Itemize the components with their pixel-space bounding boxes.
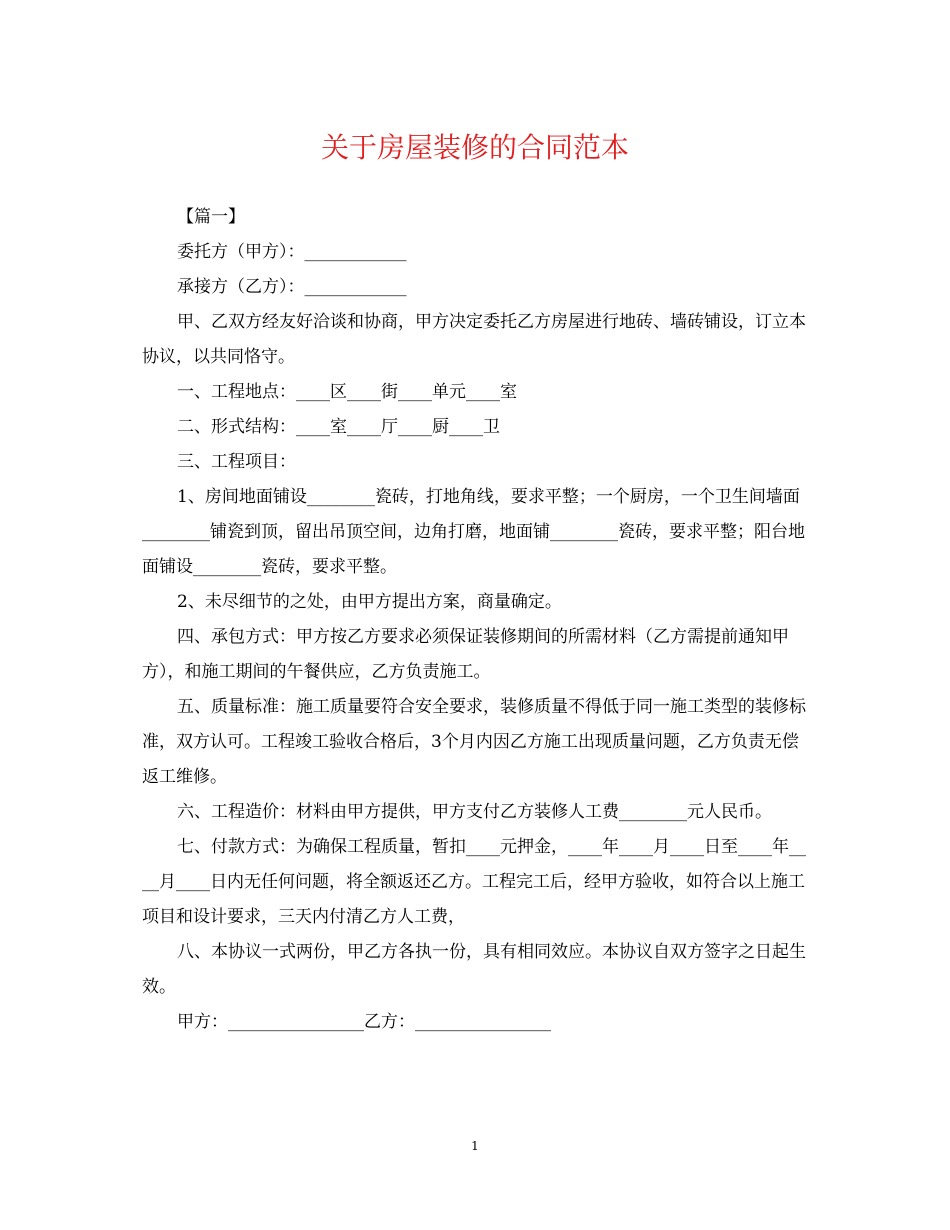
signature-line: 甲方：________________乙方：________________ — [177, 1012, 551, 1032]
clause-structure: 二、形式结构：____室____厅____厨____卫 — [177, 417, 500, 437]
document-body — [142, 200, 807, 1040]
clause-location: 一、工程地点：____区____街____单元____室 — [177, 382, 517, 402]
clause-items-heading: 三、工程项目： — [177, 452, 296, 472]
clause-quality: 五、质量标准：施工质量要符合安全要求，装修质量不得低于同一施工类型的装修标准，双方认可。工程竣工验收合格后，3个月内因乙方施工出现质量问题，乙方负责无偿返工维修。 — [142, 697, 806, 787]
clause-cost: 六、工程造价：材料由甲方提供，甲方支付乙方装修人工费________元人民币。 — [177, 802, 772, 822]
clause-validity: 八、本协议一式两份，甲乙方各执一份，具有相同效应。本协议自双方签字之日起生效。 — [142, 942, 806, 997]
clause-item-1: 1、房间地面铺设________瓷砖，打地角线，要求平整；一个厨房，一个卫生间墙面________铺瓷到顶，留出吊顶空间，边角打磨，地面铺________瓷砖，要求平整；阳台地面铺设________瓷砖，要求平整。 — [142, 487, 805, 577]
section-heading: 【篇一】 — [177, 207, 245, 227]
page-number: 1 — [471, 1139, 479, 1153]
clause-contract-method: 四、承包方式：甲方按乙方要求必须保证装修期间的所需材料（乙方需提前通知甲方），和施工期间的午餐供应，乙方负责施工。 — [142, 627, 789, 682]
party-b-line: 承接方（乙方）：____________ — [177, 277, 407, 297]
clause-item-2: 2、未尽细节的之处，由甲方提出方案，商量确定。 — [177, 592, 562, 612]
document-title: 关于房屋装修的合同范本 — [320, 131, 629, 164]
clause-payment: 七、付款方式：为确保工程质量，暂扣____元押金，____年____月____日至____年____月____日内无任何问题，将全额返还乙方。工程完工后，经甲方验收，如符合以上施工项目和设计要求，三天内付清乙方人工费， — [142, 837, 806, 927]
party-a-line: 委托方（甲方）：____________ — [177, 242, 407, 262]
intro-paragraph: 甲、乙双方经友好洽谈和协商，甲方决定委托乙方房屋进行地砖、墙砖铺设，订立本协议，以共同恪守。 — [142, 312, 806, 367]
